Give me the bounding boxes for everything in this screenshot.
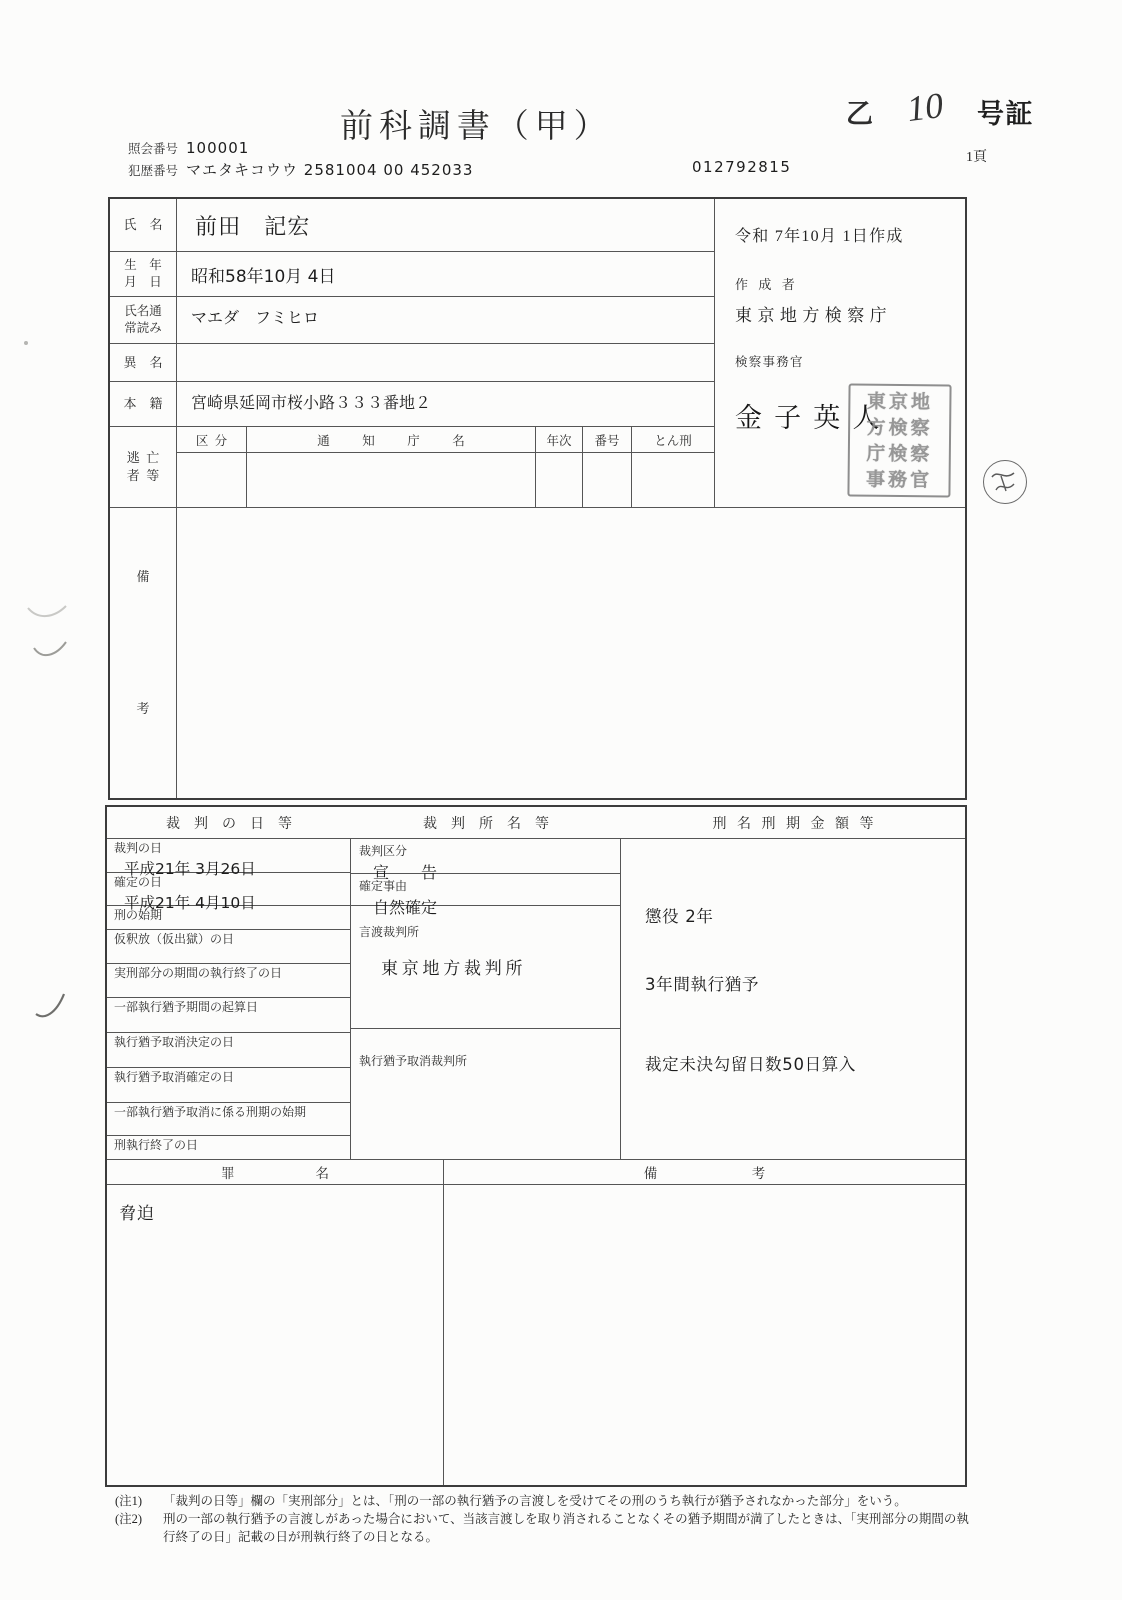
prosecutor-office-seal-stamp: 東京地 方検察 庁検察 事務官	[847, 383, 951, 497]
exhibit-prefix: 乙	[846, 99, 873, 129]
fugitive-col-tonkei: とん刑	[631, 427, 714, 507]
footnote-1-text: 「裁判の日等」欄の「実刑部分」とは、「刑の一部の執行猶予の言渡しを受けてその刑のうち執行が猶予されなかった部分」をいう。	[163, 1494, 907, 1508]
footnote-2-label: (注2)	[115, 1511, 143, 1526]
footnote-1-label: (注1)	[115, 1494, 143, 1508]
scan-artifact-pen-curve-2	[30, 986, 70, 1022]
judgment-header-row	[107, 807, 965, 839]
remarks-row	[110, 508, 965, 798]
alias-label: 異名	[110, 344, 177, 381]
judgment-date-header: 裁判の日等	[166, 816, 306, 832]
exhibit-suffix: 号証	[977, 99, 1034, 129]
personal-info-top-section	[110, 199, 965, 508]
criminal-history-number-row	[128, 160, 473, 182]
revocation-court-cell: 執行猶予取消裁判所	[359, 1054, 468, 1068]
scan-artifact-dot	[24, 341, 28, 345]
crime-name-header: 罪名	[107, 1160, 444, 1184]
fugitive-col-agency: 通知庁名	[246, 427, 535, 507]
footnote-1	[115, 1493, 973, 1511]
birthdate-label: 生年 月日	[110, 252, 177, 296]
footnotes	[115, 1493, 973, 1546]
remarks-value	[177, 508, 965, 798]
document-number: 012792815	[692, 158, 792, 176]
inquiry-number-label: 照会番号	[128, 142, 179, 156]
alias-value	[177, 344, 714, 381]
scan-artifact-pen-curve-1	[24, 600, 70, 664]
judgment-table	[105, 805, 967, 1487]
handwritten-check-circle-mark	[983, 460, 1027, 504]
suspension-term: 3年間執行猶予	[645, 975, 760, 994]
judgment-main-section	[107, 839, 965, 1160]
fugitive-cell-agency	[247, 453, 535, 507]
name-reading-label: 氏名通 常読み	[110, 297, 177, 343]
document-meta	[128, 138, 473, 182]
fugitive-row	[110, 427, 714, 507]
birthdate-row	[110, 252, 714, 297]
parole-date-row: 仮釈放（仮出獄）の日	[107, 930, 350, 964]
created-date: 令和 7年10月 1日作成	[735, 228, 904, 245]
registered-domicile-label: 本籍	[110, 382, 177, 426]
execution-end-row: 刑執行終了の日	[114, 1138, 199, 1152]
fugitive-cell-number	[583, 453, 631, 507]
penalty-column	[621, 839, 965, 1159]
offense-content-row	[107, 1185, 965, 1485]
name-value: 前田 記宏	[195, 214, 311, 240]
fugitive-cell-category	[177, 453, 246, 507]
inquiry-number-value: 100001	[186, 139, 250, 157]
court-column	[351, 839, 621, 1159]
registered-domicile-row	[110, 382, 714, 427]
fugitive-label: 逃亡 者等	[110, 427, 177, 507]
actual-term-end-row: 実刑部分の期間の執行終了の日	[107, 964, 350, 998]
fugitive-col-number: 番号	[582, 427, 631, 507]
remarks-label: 備 考	[110, 508, 177, 798]
suspension-revocation-decision-row: 執行猶予取消決定の日	[107, 1033, 350, 1068]
court-name-header: 裁判所名等	[423, 816, 563, 832]
handwritten-scribble-icon	[984, 461, 1024, 501]
partial-suspension-start-row: 一部執行猶予期間の起算日	[107, 998, 350, 1033]
offense-header-row	[107, 1160, 965, 1185]
criminal-history-number-label: 犯歴番号	[128, 163, 179, 178]
judgment-dates-column	[107, 839, 351, 1159]
sentencing-court-cell: 言渡裁判所 東京地方裁判所	[351, 906, 620, 1029]
offense-remarks-cell	[444, 1185, 965, 1485]
sentence-start-row: 刑の始期	[107, 906, 350, 930]
fugitive-cell-year	[536, 453, 582, 507]
pretrial-detention-credit: 裁定未決勾留日数50日算入	[645, 1055, 857, 1074]
personal-info-table	[108, 197, 967, 800]
fugitive-col-year: 年次	[535, 427, 582, 507]
sentence-term: 懲役 2年	[645, 907, 714, 926]
finalization-reason-cell: 確定事由 自然確定	[351, 874, 620, 906]
personal-info-rows	[110, 199, 714, 507]
officer-name: 金子英人	[735, 403, 892, 433]
registered-domicile-value: 宮崎県延岡市桜小路３３３番地２	[191, 393, 432, 412]
suspension-revocation-final-row: 執行猶予取消確定の日	[107, 1068, 350, 1103]
footnote-2-text: 刑の一部の執行猶予の言渡しがあった場合において、当該言渡しを取り消されることなくその猶予期間が満了したときは、「実刑部分の期間の執行終了の日」記載の日が刑執行終了の日となる。	[163, 1511, 969, 1544]
page-title: 前科調書（甲）	[340, 109, 613, 145]
judgment-date-row: 裁判の日 平成21年 3月26日	[107, 839, 350, 873]
officer-title: 検察事務官	[735, 355, 804, 369]
criminal-history-number-value: マエタキコウウ 2581004 00 452033	[186, 160, 474, 179]
issuer-panel	[714, 199, 965, 507]
crime-name-value: 脅迫	[119, 1204, 155, 1224]
exhibit-stamp	[846, 84, 1034, 131]
judgment-type-cell: 裁判区分 宣 告	[351, 839, 620, 874]
page-number: 1頁	[966, 150, 987, 165]
fugitive-col-category: 区分	[177, 427, 246, 507]
inquiry-number-row	[128, 138, 473, 160]
penalty-header: 刑名刑期金額等	[712, 816, 884, 832]
fugitive-subtable	[177, 427, 714, 507]
footnote-2	[115, 1511, 973, 1547]
partial-revocation-term-start-row: 一部執行猶予取消に係る刑期の始期	[107, 1103, 350, 1136]
alias-row	[110, 344, 714, 382]
birthdate-value: 昭和58年10月 4日	[191, 266, 336, 287]
name-label: 氏名	[110, 199, 177, 251]
finalized-date-row: 確定の日 平成21年 4月10日	[107, 873, 350, 906]
exhibit-number-handwritten: 10	[904, 84, 946, 130]
name-reading-value: マエダ フミヒロ	[191, 308, 320, 327]
name-reading-row	[110, 297, 714, 344]
crime-name-cell	[107, 1185, 444, 1485]
author-label: 作成者	[735, 277, 806, 292]
name-row	[110, 199, 714, 252]
fugitive-cell-tonkei	[632, 453, 714, 507]
offense-remarks-header: 備考	[643, 1166, 860, 1181]
author-office: 東京地方検察庁	[735, 306, 893, 325]
